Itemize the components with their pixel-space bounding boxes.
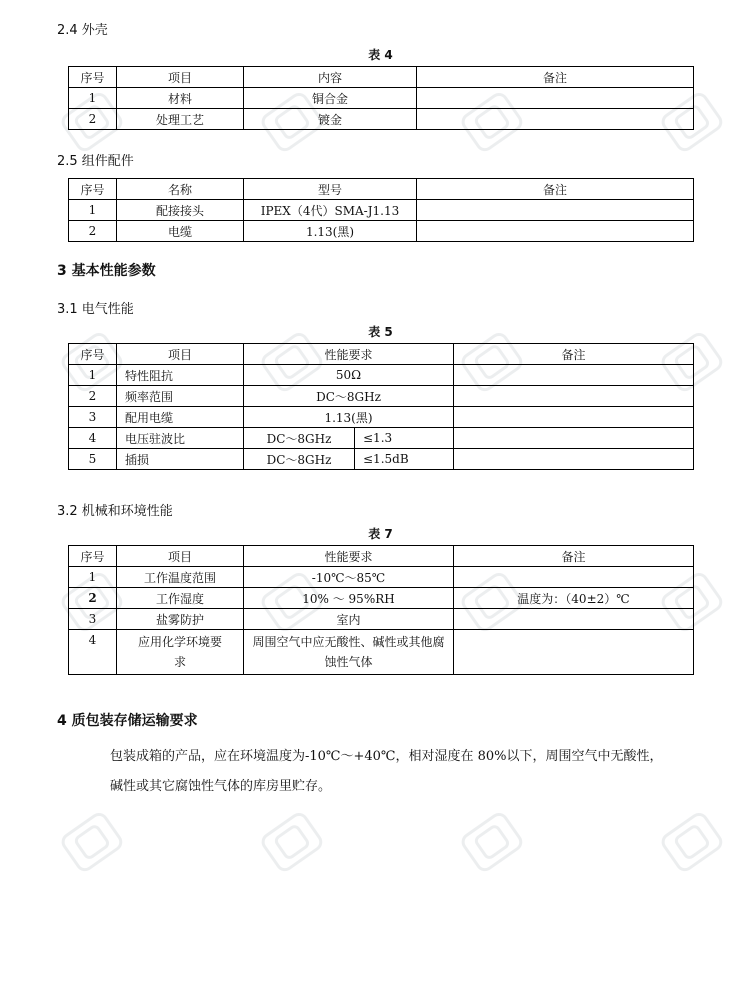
table4 <box>68 66 694 130</box>
table-row <box>69 221 694 242</box>
cell: 2 <box>69 588 117 609</box>
section-3-heading: 3 基本性能参数 <box>57 263 156 279</box>
cell: 3 <box>69 407 117 428</box>
cell: 插损 <box>117 449 244 470</box>
table-row <box>69 200 694 221</box>
cell <box>454 630 694 675</box>
cell <box>454 386 694 407</box>
table-row <box>69 386 694 407</box>
cell: 工作温度范围 <box>117 567 244 588</box>
table-row <box>69 88 694 109</box>
table-header-row <box>69 67 694 88</box>
cell <box>454 449 694 470</box>
header-cell: 内容 <box>244 67 417 88</box>
cell: 铜合金 <box>244 88 417 109</box>
cell <box>454 365 694 386</box>
cell: 材料 <box>117 88 244 109</box>
cell: DC～8GHz <box>244 428 355 449</box>
cell <box>454 567 694 588</box>
cell: 1 <box>69 88 117 109</box>
header-cell: 项目 <box>117 67 244 88</box>
parts-table <box>68 178 694 242</box>
table-row <box>69 407 694 428</box>
header-cell: 序号 <box>69 67 117 88</box>
table-row <box>69 109 694 130</box>
section-3-1-heading: 3.1 电气性能 <box>57 302 134 317</box>
cell: 50Ω <box>244 365 454 386</box>
cell: 室内 <box>244 609 454 630</box>
cell: 温度为：（40±2）℃ <box>454 588 694 609</box>
cell: 电压驻波比 <box>117 428 244 449</box>
cell: 特性阻抗 <box>117 365 244 386</box>
cell: 配用电缆 <box>117 407 244 428</box>
header-cell: 备注 <box>454 546 694 567</box>
section-4-heading: 4 质包装存储运输要求 <box>57 713 198 729</box>
table7 <box>68 545 694 675</box>
table-row <box>69 365 694 386</box>
cell: 1.13(黑) <box>244 407 454 428</box>
header-cell: 序号 <box>69 546 117 567</box>
cell: 3 <box>69 609 117 630</box>
header-cell: 序号 <box>69 179 117 200</box>
cell: 1 <box>69 200 117 221</box>
cell: 10% ～ 95%RH <box>244 588 454 609</box>
cell <box>417 88 694 109</box>
section-2-4-heading: 2.4 外壳 <box>57 23 108 38</box>
cell <box>417 200 694 221</box>
cell <box>454 609 694 630</box>
paragraph-line-1: 包装成箱的产品，应在环境温度为-10℃～+40℃，相对湿度在 80%以下，周围空气中无酸性， <box>110 749 663 764</box>
table-row <box>69 609 694 630</box>
cell: 处理工艺 <box>117 109 244 130</box>
cell: 1 <box>69 365 117 386</box>
cell: DC～8GHz <box>244 386 454 407</box>
table5 <box>68 343 694 470</box>
cell: 工作湿度 <box>117 588 244 609</box>
paragraph-line-2: 碱性或其它腐蚀性气体的库房里贮存。 <box>110 779 332 794</box>
cell: 4 <box>69 630 117 675</box>
cell: 2 <box>69 386 117 407</box>
cell: ≤1.5dB <box>355 449 454 470</box>
table-row <box>69 449 694 470</box>
cell: 4 <box>69 428 117 449</box>
cell: 2 <box>69 109 117 130</box>
cell <box>454 428 694 449</box>
cell: 应用化学环境要求 <box>117 630 244 675</box>
cell: 5 <box>69 449 117 470</box>
table4-caption: 表 4 <box>368 48 393 62</box>
table-header-row <box>69 344 694 365</box>
header-cell: 项目 <box>117 344 244 365</box>
header-cell: 备注 <box>417 67 694 88</box>
table7-caption: 表 7 <box>368 527 393 541</box>
cell: 1 <box>69 567 117 588</box>
header-cell: 备注 <box>417 179 694 200</box>
header-cell: 名称 <box>117 179 244 200</box>
header-cell: 性能要求 <box>244 546 454 567</box>
header-cell: 项目 <box>117 546 244 567</box>
section-2-5-heading: 2.5 组件配件 <box>57 154 134 169</box>
cell <box>454 407 694 428</box>
cell: 周围空气中应无酸性、碱性或其他腐蚀性气体 <box>244 630 454 675</box>
table-header-row <box>69 546 694 567</box>
table5-caption: 表 5 <box>368 325 393 339</box>
cell: ≤1.3 <box>355 428 454 449</box>
cell: 电缆 <box>117 221 244 242</box>
header-cell: 性能要求 <box>244 344 454 365</box>
cell: 2 <box>69 221 117 242</box>
table-header-row <box>69 179 694 200</box>
section-3-2-heading: 3.2 机械和环境性能 <box>57 504 173 519</box>
cell: 频率范围 <box>117 386 244 407</box>
cell: 1.13(黑) <box>244 221 417 242</box>
table-row <box>69 567 694 588</box>
header-cell: 备注 <box>454 344 694 365</box>
cell: 盐雾防护 <box>117 609 244 630</box>
cell <box>417 109 694 130</box>
table-row <box>69 428 694 449</box>
cell: -10℃～85℃ <box>244 567 454 588</box>
header-cell: 序号 <box>69 344 117 365</box>
header-cell: 型号 <box>244 179 417 200</box>
cell: 配接接头 <box>117 200 244 221</box>
table-row <box>69 588 694 609</box>
cell: DC～8GHz <box>244 449 355 470</box>
cell <box>417 221 694 242</box>
table-row <box>69 630 694 675</box>
cell: IPEX（4代）SMA-J1.13 <box>244 200 417 221</box>
cell: 镀金 <box>244 109 417 130</box>
